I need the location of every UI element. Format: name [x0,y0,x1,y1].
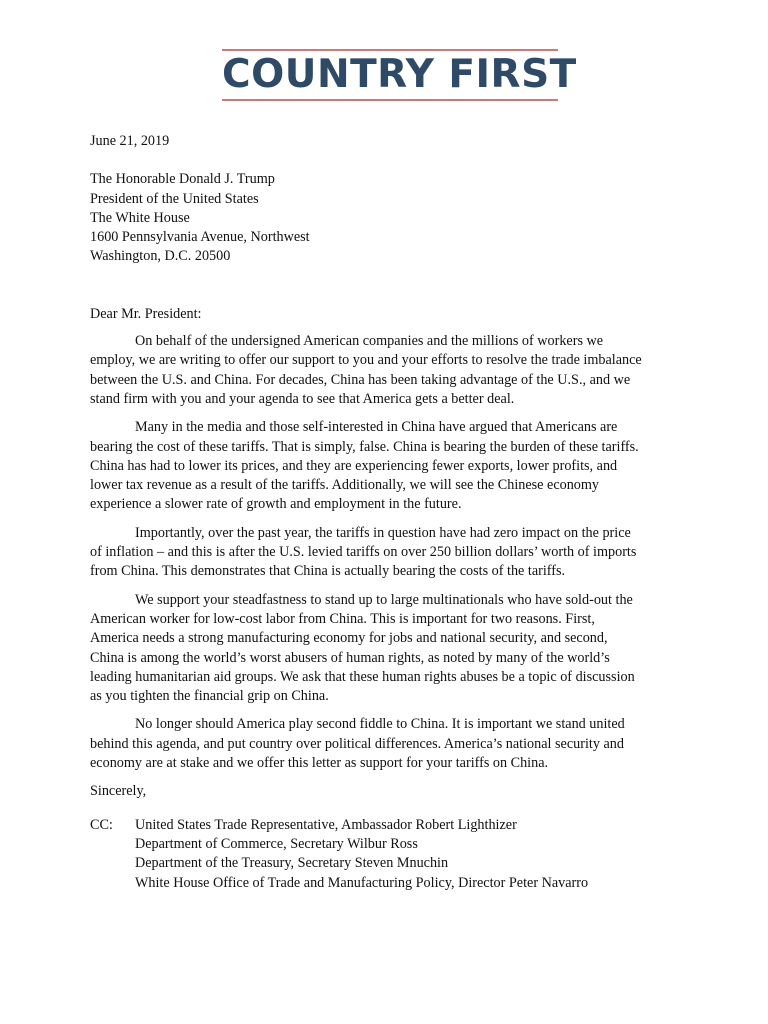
letterhead [222,49,577,101]
paragraph-line: behind this agenda, and put country over political differences. America’s national security and [90,735,624,752]
cc-recipient: Department of Commerce, Secretary Wilbur Ross [135,835,418,852]
recipient-line: President of the United States [90,190,259,207]
paragraph-line: economy are at stake and we offer this letter as support for your tariffs on China. [90,755,549,772]
paragraph-line: American worker for low-cost labor from China. This is important for two reasons. First, [90,610,595,627]
letter-date: June 21, 2019 [90,133,170,149]
salutation: Dear Mr. President: [90,305,202,322]
letterhead-top-rule [222,49,558,51]
recipient-line: The Honorable Donald J. Trump [90,171,275,188]
letter-body [90,132,690,893]
cc-list [90,816,690,893]
cc-recipient: Department of the Treasury, Secretary Steven Mnuchin [135,855,449,872]
paragraph-line: between the U.S. and China. For decades, China has been taking advantage of the U.S., and we [90,371,631,388]
paragraph-line: leading humanitarian aid groups. We ask that these human rights abuses be a topic of discussion [90,668,635,685]
paragraph-line: from China. This demonstrates that China is actually bearing the costs of the tariffs. [90,563,566,580]
recipient-address [90,170,690,266]
paragraph-line: bearing the cost of these tariffs. That is simply, false. China is bearing the burden of these tariffs. [90,438,639,455]
paragraph-line: Importantly, over the past year, the tariffs in question have had zero impact on the price [135,524,631,541]
recipient-line: 1600 Pennsylvania Avenue, Northwest [90,229,310,246]
cc-block [90,816,690,893]
cc-recipient: White House Office of Trade and Manufacturing Policy, Director Peter Navarro [135,874,589,891]
paragraph-line: No longer should America play second fiddle to China. It is important we stand united [135,716,625,733]
paragraph [90,524,690,582]
paragraph-line: America needs a strong manufacturing economy for jobs and national security, and second, [90,630,608,647]
paragraph-line: lower tax revenue as a result of the tariffs. Additionally, we will see the Chinese economy [90,477,600,494]
closing: Sincerely, [90,783,147,800]
paragraph-line: of inflation – and this is after the U.S. levied tariffs on over 250 billion dollars’ worth of imports [90,544,637,561]
paragraph-line: Many in the media and those self-interested in China have argued that Americans are [135,419,618,436]
paragraph-line: experience a slower rate of growth and employment in the future. [90,496,462,513]
paragraph [90,418,690,514]
recipient-line: Washington, D.C. 20500 [90,248,231,265]
letterhead-bottom-rule [222,99,558,101]
recipient-line: The White House [90,209,190,226]
paragraph-line: stand firm with you and your agenda to see that America gets a better deal. [90,390,515,407]
paragraph [90,591,690,707]
paragraph-line: as you tighten the financial grip on China. [90,688,329,705]
paragraph-line: China has had to lower its prices, and they are experiencing fewer exports, lower profits, and [90,457,618,474]
cc-recipient: United States Trade Representative, Ambassador Robert Lighthizer [135,816,517,833]
paragraph-line: China is among the world’s worst abusers of human rights, as noted by many of the world’s [90,649,610,666]
cc-label: CC: [90,816,113,833]
paragraph [90,715,690,773]
brand-logo-text: COUNTRY FIRST [222,52,577,97]
paragraph-line: employ, we are writing to offer our support to you and your efforts to resolve the trade imbalance [90,352,642,369]
paragraph-line: On behalf of the undersigned American companies and the millions of workers we [135,333,604,350]
paragraph [90,332,690,409]
paragraph-line: We support your steadfastness to stand up to large multinationals who have sold-out the [135,591,633,608]
